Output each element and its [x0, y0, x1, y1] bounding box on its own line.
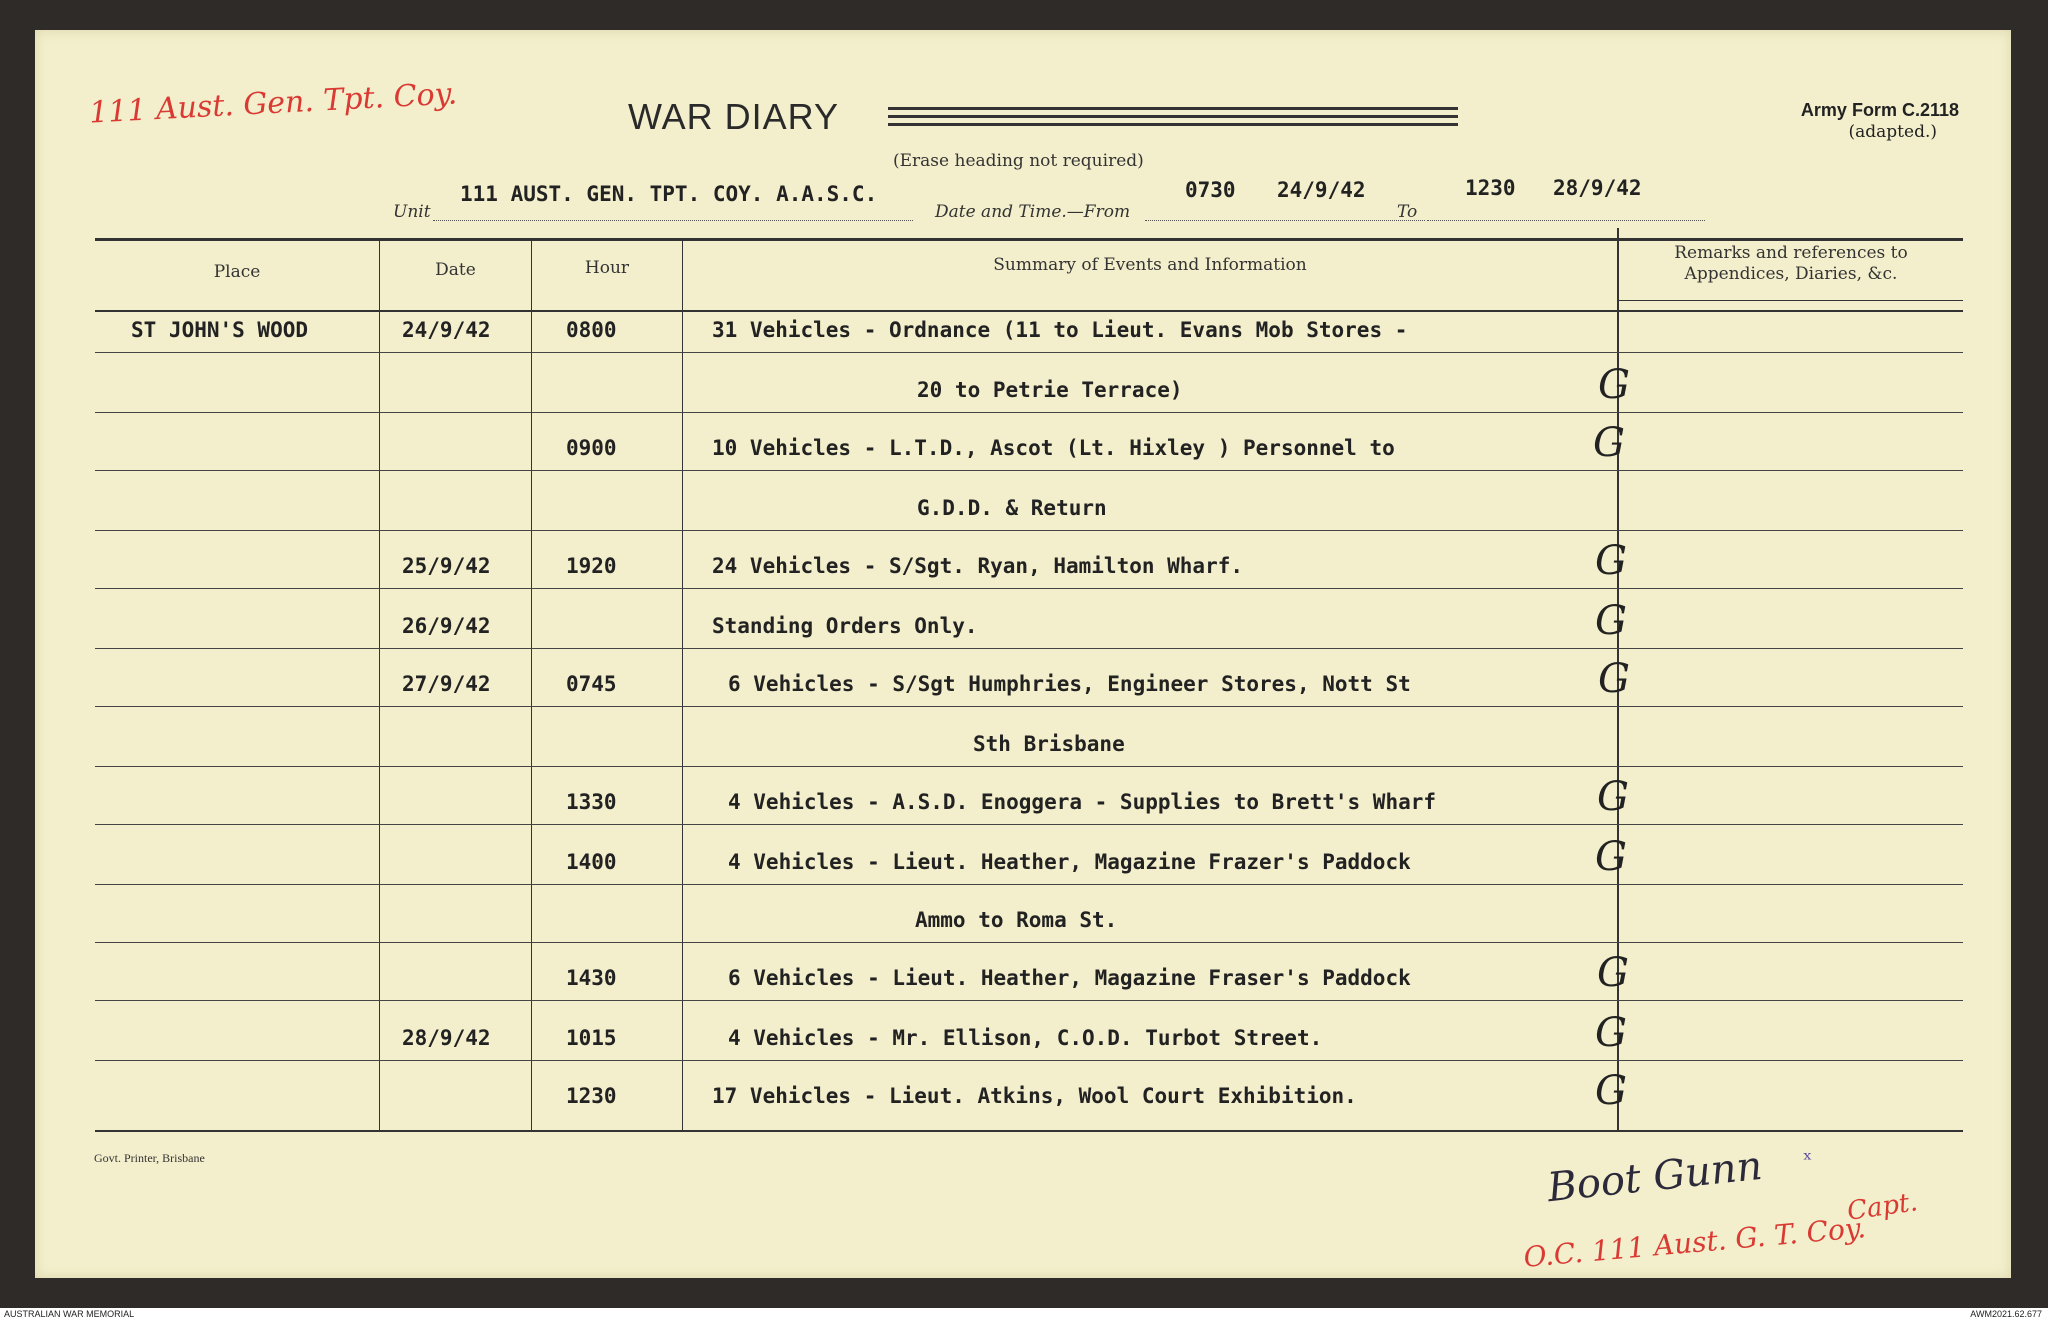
- archive-reference: AWM2021.62.677: [1970, 1309, 2042, 1319]
- from-time: 0730: [1185, 178, 1236, 202]
- row-8-hour: 1330: [566, 790, 617, 814]
- datetime-label: Date and Time.—From: [935, 202, 1131, 222]
- row-9-hour: 1400: [566, 850, 617, 874]
- row-8-rule: [95, 824, 1963, 825]
- row-13-summary: 17 Vehicles - Lieut. Atkins, Wool Court Exhibition.: [712, 1084, 1357, 1108]
- signature-role: O.C. 111 Aust. G. T. Coy.: [1522, 1211, 1868, 1274]
- row-0-rule: [95, 352, 1963, 353]
- row-6-hour: 0745: [566, 672, 617, 696]
- col-divider-date: [531, 238, 532, 1132]
- row-8-remark-initial: G: [1597, 774, 1629, 820]
- row-13-hour: 1230: [566, 1084, 617, 1108]
- row-11-rule: [95, 1000, 1963, 1001]
- row-9-remark-initial: G: [1595, 834, 1627, 880]
- row-2-remark-initial: G: [1593, 420, 1625, 466]
- row-6-summary: 6 Vehicles - S/Sgt Humphries, Engineer Stores, Nott St: [728, 672, 1411, 696]
- row-1-remark-initial: G: [1598, 362, 1630, 408]
- to-dotted-line: [1427, 220, 1705, 221]
- row-1-summary: 20 to Petrie Terrace): [917, 378, 1183, 402]
- row-6-rule: [95, 706, 1963, 707]
- signature-rank: Capt.: [1845, 1187, 1920, 1227]
- row-3-rule: [95, 530, 1963, 531]
- page-title: WAR DIARY: [628, 96, 840, 137]
- row-4-summary: 24 Vehicles - S/Sgt. Ryan, Hamilton Wharf.: [712, 554, 1244, 578]
- row-6-date: 27/9/42: [402, 672, 491, 696]
- row-12-hour: 1015: [566, 1026, 617, 1050]
- row-0-date: 24/9/42: [402, 318, 491, 342]
- form-adapted-note: (adapted.): [1848, 122, 1937, 142]
- col-header-hour: Hour: [584, 258, 630, 278]
- row-6-remark-initial: G: [1598, 656, 1630, 702]
- remarks-header-rule: [1619, 300, 1963, 301]
- to-label: To: [1397, 202, 1418, 222]
- row-11-hour: 1430: [566, 966, 617, 990]
- row-3-summary: G.D.D. & Return: [917, 496, 1107, 520]
- to-date: 28/9/42: [1553, 176, 1642, 200]
- row-2-hour: 0900: [566, 436, 617, 460]
- row-7-summary: Sth Brisbane: [973, 732, 1125, 756]
- signature-name: Boot Gunn: [1545, 1142, 1765, 1212]
- from-dotted-line: [1145, 220, 1425, 221]
- col-divider-place: [379, 238, 380, 1132]
- col-divider-hour: [682, 238, 683, 1132]
- table-top-rule: [95, 238, 1963, 241]
- row-4-hour: 1920: [566, 554, 617, 578]
- erase-heading-note: (Erase heading not required): [893, 151, 1144, 171]
- row-10-rule: [95, 942, 1963, 943]
- handwritten-unit-note: 111 Aust. Gen. Tpt. Coy.: [88, 76, 458, 131]
- form-number: Army Form C.2118: [1800, 100, 1959, 120]
- unit-dotted-line: [433, 220, 913, 221]
- row-0-summary: 31 Vehicles - Ordnance (11 to Lieut. Evans Mob Stores -: [712, 318, 1408, 342]
- row-10-summary: Ammo to Roma St.: [915, 908, 1118, 932]
- row-9-rule: [95, 884, 1963, 885]
- col-header-appendices: Appendices, Diaries, &c.: [1684, 264, 1898, 284]
- row-5-summary: Standing Orders Only.: [712, 614, 978, 638]
- row-8-summary: 4 Vehicles - A.S.D. Enoggera - Supplies to Brett's Wharf: [728, 790, 1437, 814]
- row-5-remark-initial: G: [1595, 598, 1627, 644]
- row-12-date: 28/9/42: [402, 1026, 491, 1050]
- row-1-rule: [95, 412, 1963, 413]
- row-7-rule: [95, 766, 1963, 767]
- archive-name: AUSTRALIAN WAR MEMORIAL: [4, 1309, 135, 1319]
- unit-value: 111 AUST. GEN. TPT. COY. A.A.S.C.: [460, 182, 878, 206]
- archive-footer: [0, 1308, 2048, 1321]
- row-0-place: ST JOHN'S WOOD: [131, 318, 309, 342]
- row-4-rule: [95, 588, 1963, 589]
- war-diary-form: [35, 30, 2011, 1278]
- col-header-summary: Summary of Events and Information: [993, 255, 1307, 275]
- col-header-date: Date: [435, 260, 476, 280]
- printer-note: Govt. Printer, Brisbane: [94, 1151, 205, 1165]
- row-9-summary: 4 Vehicles - Lieut. Heather, Magazine Frazer's Paddock: [728, 850, 1411, 874]
- row-5-rule: [95, 648, 1963, 649]
- table-bottom-rule: [95, 1130, 1963, 1132]
- col-header-place: Place: [213, 262, 261, 282]
- row-11-remark-initial: G: [1597, 950, 1629, 996]
- unit-label: Unit: [393, 202, 431, 222]
- table-header-rule: [95, 310, 1963, 312]
- row-4-remark-initial: G: [1595, 538, 1627, 584]
- col-header-remarks: Remarks and references to: [1674, 243, 1908, 263]
- to-time: 1230: [1465, 176, 1516, 200]
- signature-ink-mark: ˣ: [1803, 1148, 1813, 1173]
- row-5-date: 26/9/42: [402, 614, 491, 638]
- erased-heading: [888, 102, 1458, 132]
- row-12-remark-initial: G: [1595, 1010, 1627, 1056]
- row-0-hour: 0800: [566, 318, 617, 342]
- row-13-remark-initial: G: [1595, 1068, 1627, 1114]
- row-2-rule: [95, 470, 1963, 471]
- row-11-summary: 6 Vehicles - Lieut. Heather, Magazine Fraser's Paddock: [728, 966, 1411, 990]
- row-12-rule: [95, 1060, 1963, 1061]
- from-date: 24/9/42: [1277, 178, 1366, 202]
- row-12-summary: 4 Vehicles - Mr. Ellison, C.O.D. Turbot Street.: [728, 1026, 1323, 1050]
- row-4-date: 25/9/42: [402, 554, 491, 578]
- row-2-summary: 10 Vehicles - L.T.D., Ascot (Lt. Hixley ) Personnel to: [712, 436, 1395, 460]
